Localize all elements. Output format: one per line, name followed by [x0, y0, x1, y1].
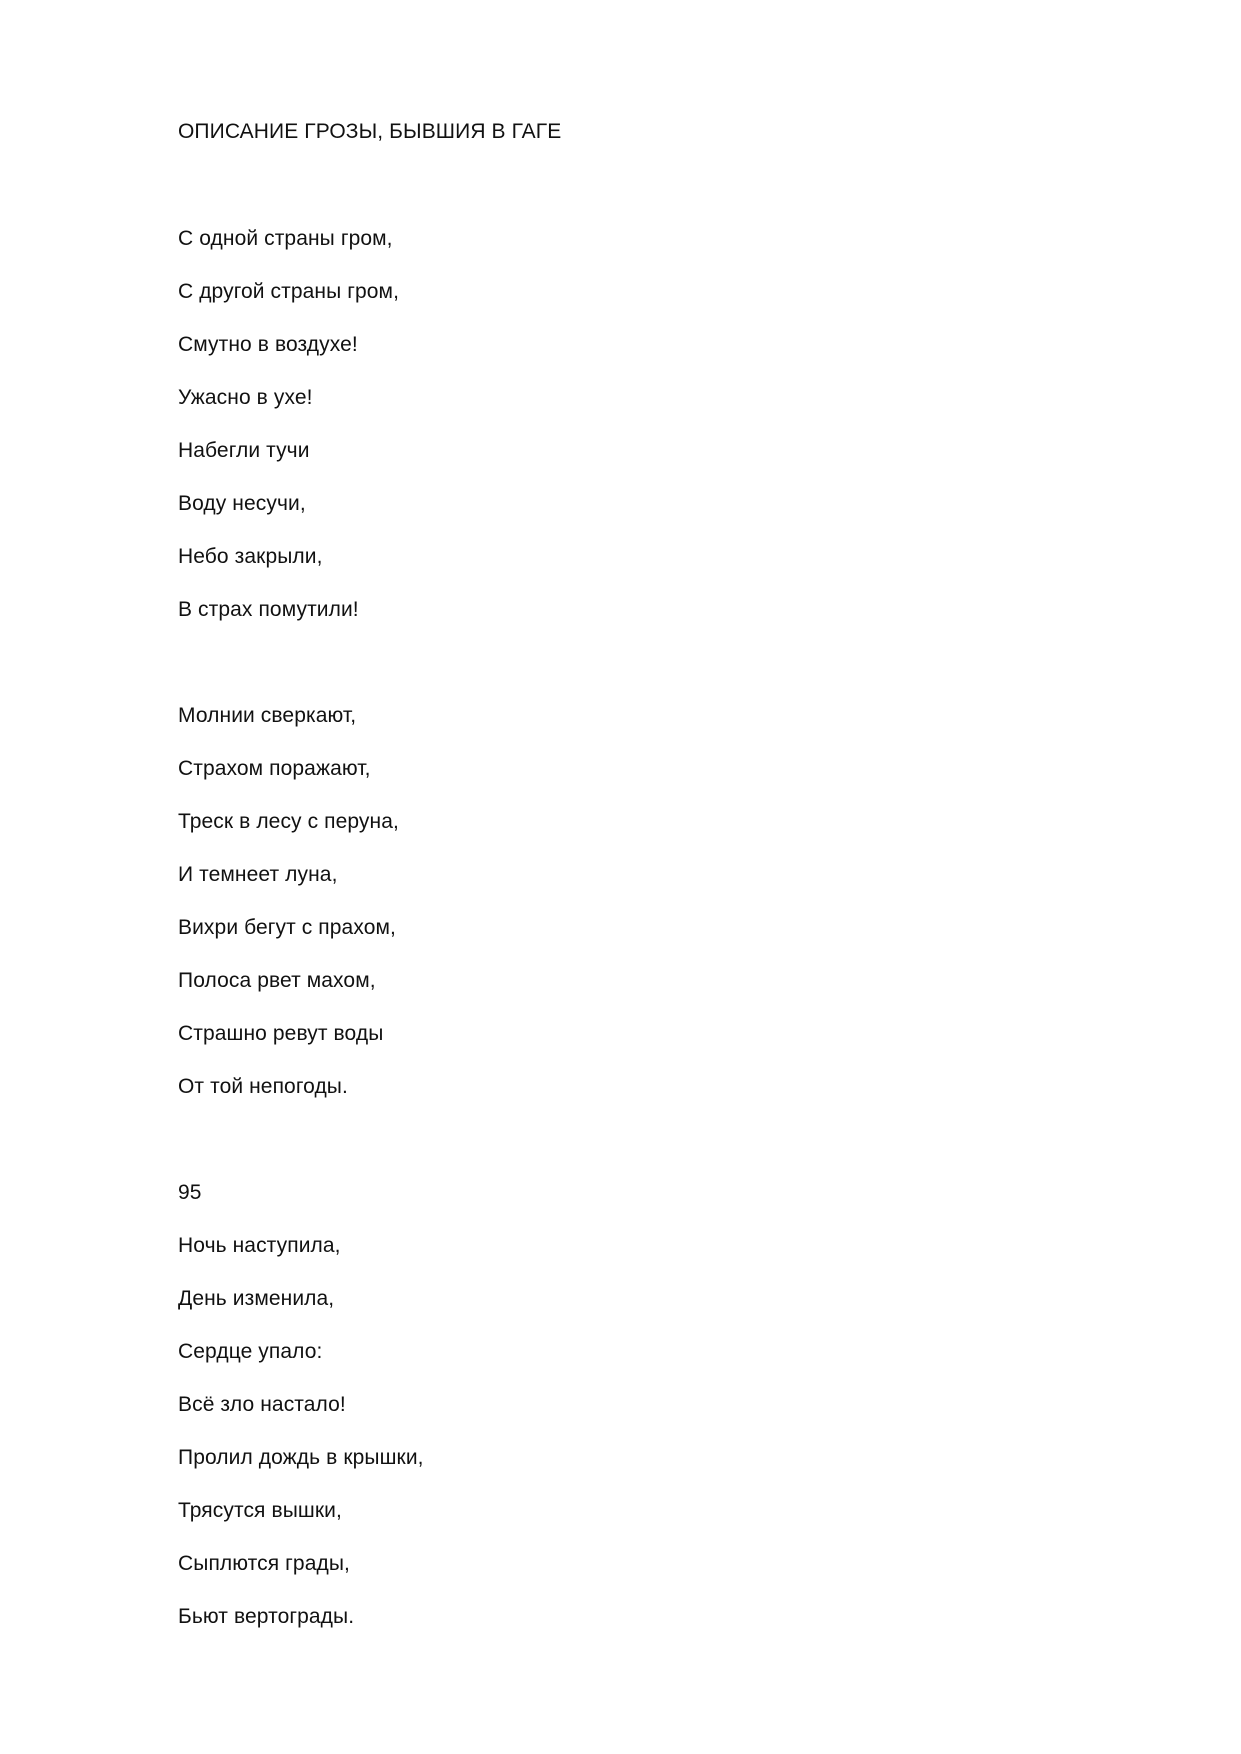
poem-title: ОПИСАНИЕ ГРОЗЫ, БЫВШИЯ В ГАГЕ — [178, 120, 562, 143]
poem-line: Ночь наступила, — [178, 1234, 341, 1257]
poem-line: День изменила, — [178, 1287, 335, 1310]
poem-line: С другой страны гром, — [178, 280, 400, 303]
poem-line: Всё зло настало! — [178, 1393, 346, 1416]
poem-line: Сердце упало: — [178, 1340, 323, 1363]
poem-line: Трясутся вышки, — [178, 1499, 342, 1522]
poem-line: Бьют вертограды. — [178, 1605, 355, 1628]
poem-line: Воду несучи, — [178, 492, 306, 515]
poem-line: Сыплются грады, — [178, 1552, 350, 1575]
poem-line: Вихри бегут с прахом, — [178, 916, 396, 939]
page-number: 95 — [178, 1181, 202, 1204]
poem-line: В страх помутили! — [178, 598, 359, 621]
poem-line: Пролил дождь в крышки, — [178, 1446, 424, 1469]
poem-line: Смутно в воздухе! — [178, 333, 358, 356]
poem-line: С одной страны гром, — [178, 227, 393, 250]
poem-line: Полоса рвет махом, — [178, 969, 376, 992]
poem-line: Треск в лесу с перуна, — [178, 810, 399, 833]
poem-line: Молнии сверкают, — [178, 704, 357, 727]
poem-line: Небо закрыли, — [178, 545, 323, 568]
poem-line: Ужасно в ухе! — [178, 386, 313, 409]
poem-line: И темнеет луна, — [178, 863, 338, 886]
poem-line: Страшно ревут воды — [178, 1022, 384, 1045]
poem-line: Набегли тучи — [178, 439, 310, 462]
poem-line: От той непогоды. — [178, 1075, 348, 1098]
poem-line: Страхом поражают, — [178, 757, 371, 780]
